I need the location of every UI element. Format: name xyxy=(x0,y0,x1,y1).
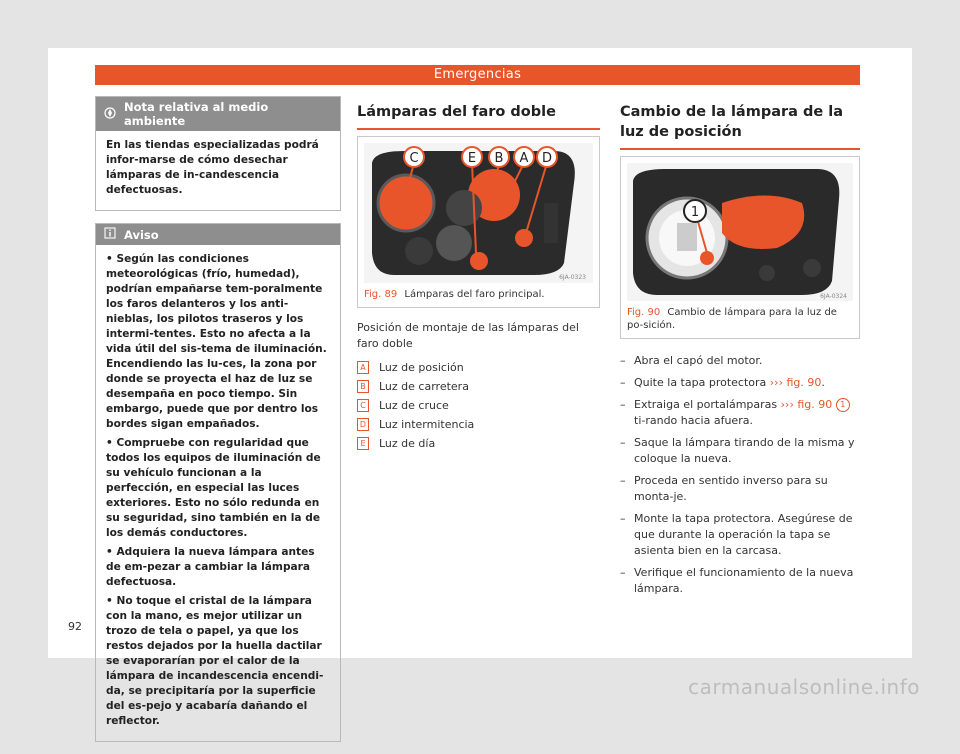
right-column xyxy=(620,96,860,603)
procedure-step xyxy=(620,511,860,559)
procedure-step xyxy=(620,375,860,391)
legend-item xyxy=(357,434,600,453)
info-icon xyxy=(104,227,116,242)
figure-callout-label: 1 xyxy=(690,205,700,220)
figure-callout-label: A xyxy=(519,151,529,166)
step-dash: – xyxy=(620,512,626,525)
step-text: Abra el capó del motor. xyxy=(634,354,763,367)
legend-text: Luz de carretera xyxy=(379,380,469,393)
step-text: Monte la tapa protectora. Asegúrese de que durante la operación la tapa se asienta bien en la carcasa. xyxy=(634,512,853,557)
figure-89-caption xyxy=(364,288,593,301)
eco-note-box xyxy=(95,96,341,211)
step-dash: – xyxy=(620,566,626,579)
section-title-cambio: Cambio de la lámpara de la luz de posición xyxy=(620,102,860,150)
figure-number: Fig. 90 xyxy=(627,307,661,318)
aviso-bullet: • Según las condiciones meteorológicas (frío, humedad), podrían empañarse tem-poralmente los faros delanteros y los anti-nieblas, los pilotos traseros y los intermi-tentes. Esto no afecta a la vida útil del sis-tema de iluminación. Encendiendo las lu-ces, la zona por donde se proyecta el haz de luz se desempaña en poco tiempo. Sin embargo, puede que por dentro los bordes sigan empañados. xyxy=(106,253,327,430)
mounting-position-intro: Posición de montaje de las lámparas del faro doble xyxy=(357,321,579,350)
figure-90 xyxy=(620,156,860,339)
step-text: Extraiga el portalámparas xyxy=(634,398,778,411)
legend-text: Luz de posición xyxy=(379,361,464,374)
step-text: Quite la tapa protectora xyxy=(634,376,767,389)
legend-key: B xyxy=(357,380,369,393)
legend-key: A xyxy=(357,361,369,374)
step-dash: – xyxy=(620,398,626,411)
step-content xyxy=(634,397,860,429)
cross-ref-arrow: ››› xyxy=(769,376,783,389)
step-text: Saque la lámpara tirando de la misma y coloque la nueva. xyxy=(634,436,855,465)
eco-note-body xyxy=(96,131,340,210)
figure-callout-label: B xyxy=(494,151,504,166)
step-dash: – xyxy=(620,436,626,449)
eco-note-title: Nota relativa al medio ambiente xyxy=(124,100,269,128)
aviso-box xyxy=(95,223,341,742)
cross-ref-arrow: ››› xyxy=(780,398,794,411)
eco-note-text: En las tiendas especializadas podrá infor-marse de cómo desechar lámparas de in-candescencia defectuosas. xyxy=(106,139,319,196)
aviso-title: Aviso xyxy=(124,227,159,242)
figure-callout-label: D xyxy=(541,151,553,166)
figure-code: 6JA-0324 xyxy=(820,293,847,300)
figure-ref-link[interactable]: fig. 90 xyxy=(797,398,833,411)
eco-note-title-bar xyxy=(96,97,340,131)
legend-item xyxy=(357,377,600,396)
eco-leaf-icon xyxy=(104,107,116,122)
aviso-bullet: • Compruebe con regularidad que todos los equipos de iluminación de su vehículo funcionan a la perfección, en especial las luces exteriores. Esto no sólo redunda en su seguridad, sino también en la de los demás conductores. xyxy=(106,437,321,539)
legend-text: Luz de día xyxy=(379,437,436,450)
middle-column xyxy=(357,96,600,453)
step-text: Proceda en sentido inverso para su monta-je. xyxy=(634,474,828,503)
aviso-body xyxy=(96,245,340,741)
step-content xyxy=(634,375,825,391)
figure-ref-link[interactable]: fig. 90 xyxy=(786,376,822,389)
position-lamp-illustration xyxy=(627,163,853,301)
procedure-step xyxy=(620,565,860,597)
figure-number: Fig. 89 xyxy=(364,289,398,300)
section-title-lamparas: Lámparas del faro doble xyxy=(357,102,600,130)
legend-key: D xyxy=(357,418,369,431)
headlight-illustration xyxy=(364,143,593,283)
procedure-steps xyxy=(620,353,860,597)
legend-item xyxy=(357,396,600,415)
aviso-bullet: • No toque el cristal de la lámpara con la mano, es mejor utilizar un trozo de tela o papel, ya que los restos dejados por la huella dactilar se evaporarían por el calor de la lámpara de incandescencia encendi-da, se precipitaría por la superficie del es-pejo y acabaría dañando el reflector. xyxy=(106,595,324,727)
step-suffix: ti-rando hacia afuera. xyxy=(634,414,753,427)
chapter-header: Emergencias xyxy=(95,65,860,85)
callout-number: 1 xyxy=(836,398,850,412)
legend-text: Luz intermitencia xyxy=(379,418,475,431)
page-number: 92 xyxy=(68,620,82,633)
procedure-step xyxy=(620,397,860,429)
aviso-bullet: • Adquiera la nueva lámpara antes de em-pezar a cambiar la lámpara defectuosa. xyxy=(106,546,315,588)
step-dash: – xyxy=(620,354,626,367)
figure-89 xyxy=(357,136,600,308)
procedure-step xyxy=(620,435,860,467)
legend-text: Luz de cruce xyxy=(379,399,449,412)
step-text: Verifique el funcionamiento de la nueva lámpara. xyxy=(634,566,854,595)
procedure-step xyxy=(620,473,860,505)
lamp-legend xyxy=(357,358,600,453)
legend-key: C xyxy=(357,399,369,412)
legend-key: E xyxy=(357,437,369,450)
figure-callout-label: E xyxy=(467,151,477,166)
step-suffix: . xyxy=(821,376,825,389)
step-dash: – xyxy=(620,474,626,487)
figure-callout-label: C xyxy=(409,151,419,166)
aviso-title-bar xyxy=(96,224,340,245)
step-dash: – xyxy=(620,376,626,389)
figure-caption-text: Lámparas del faro principal. xyxy=(404,289,545,300)
figure-code: 6JA-0323 xyxy=(559,274,586,281)
left-column xyxy=(95,96,341,754)
figure-90-caption xyxy=(627,306,853,332)
legend-item xyxy=(357,415,600,434)
site-watermark: carmanualsonline.info xyxy=(688,675,920,699)
figure-caption-text: Cambio de lámpara para la luz de po-sición. xyxy=(627,307,837,331)
procedure-step xyxy=(620,353,860,369)
legend-item xyxy=(357,358,600,377)
